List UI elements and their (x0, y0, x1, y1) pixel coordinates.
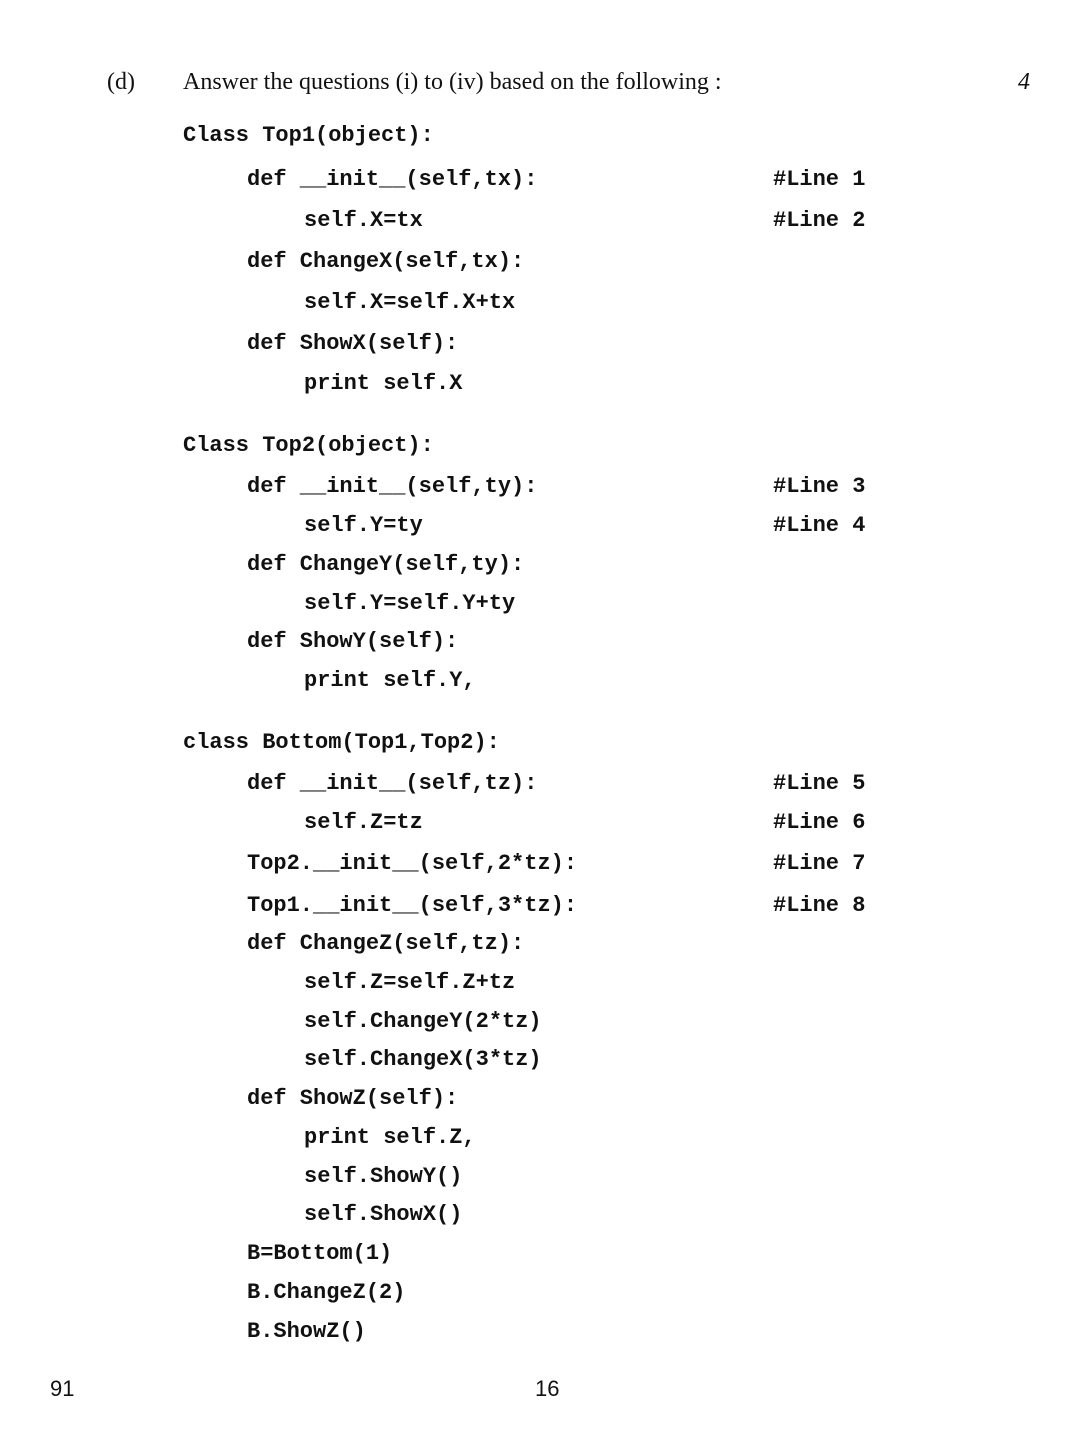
line-comment: #Line 1 (773, 167, 866, 192)
line-comment: #Line 7 (773, 851, 866, 876)
code-line: def ShowX(self): (247, 331, 459, 356)
code-line: def __init__(self,tz): (247, 771, 538, 796)
code-line: B.ShowZ() (247, 1319, 366, 1344)
code-line: class Bottom(Top1,Top2): (183, 730, 500, 755)
code-line: def ShowZ(self): (247, 1086, 459, 1111)
code-line: B=Bottom(1) (247, 1241, 393, 1266)
code-line: print self.Y, (304, 668, 476, 693)
paper-code: 91 (50, 1376, 75, 1401)
page-number: 16 (535, 1376, 560, 1401)
code-line: self.ChangeY(2*tz) (304, 1009, 542, 1034)
code-line: B.ChangeZ(2) (247, 1280, 406, 1305)
code-line: Top1.__init__(self,3*tz): (247, 893, 578, 918)
code-line: self.Y=ty (304, 513, 423, 538)
question-text: Answer the questions (i) to (iv) based on the following : (183, 69, 722, 95)
code-line: def ChangeY(self,ty): (247, 552, 525, 577)
code-line: def ChangeX(self,tx): (247, 249, 525, 274)
code-line: Class Top2(object): (183, 433, 434, 458)
code-line: Top2.__init__(self,2*tz): (247, 851, 578, 876)
line-comment: #Line 2 (773, 208, 866, 233)
line-comment: #Line 5 (773, 771, 866, 796)
code-line: def ChangeZ(self,tz): (247, 931, 525, 956)
code-line: self.X=self.X+tx (304, 290, 516, 315)
code-line: self.Z=self.Z+tz (304, 970, 516, 995)
question-marks: 4 (1018, 69, 1030, 95)
code-line: print self.X (304, 371, 463, 396)
code-line: print self.Z, (304, 1125, 476, 1150)
code-line: def ShowY(self): (247, 629, 459, 654)
question-label: (d) (107, 69, 135, 95)
code-line: Class Top1(object): (183, 123, 434, 148)
code-line: self.ChangeX(3*tz) (304, 1047, 542, 1072)
line-comment: #Line 6 (773, 810, 866, 835)
code-line: self.Y=self.Y+ty (304, 591, 516, 616)
code-line: def __init__(self,tx): (247, 167, 538, 192)
line-comment: #Line 3 (773, 474, 866, 499)
code-line: self.X=tx (304, 208, 423, 233)
code-line: self.ShowX() (304, 1202, 463, 1227)
code-line: self.Z=tz (304, 810, 423, 835)
line-comment: #Line 4 (773, 513, 866, 538)
code-line: self.ShowY() (304, 1164, 463, 1189)
code-line: def __init__(self,ty): (247, 474, 538, 499)
line-comment: #Line 8 (773, 893, 866, 918)
